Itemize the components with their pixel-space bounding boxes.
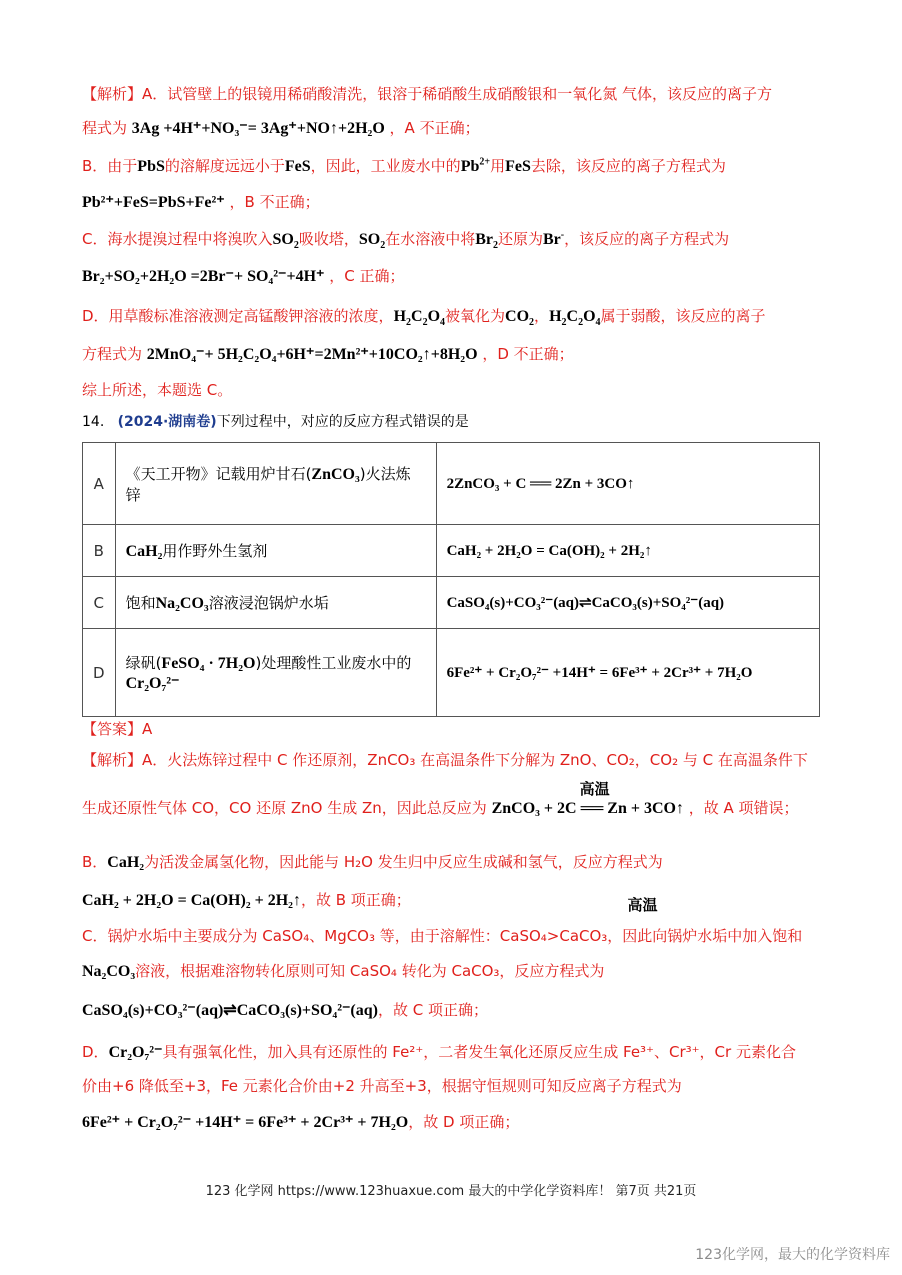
option-equation: 2ZnCO₃ + C ══ 2Zn + 3CO↑ 高温 xyxy=(436,443,819,525)
option-equation: CaH₂ + 2H₂O = Ca(OH)₂ + 2H₂↑ xyxy=(436,525,819,577)
analysis-c2: Na₂CO₃溶液，根据难溶物转化原则可知 CaSO₄ 转化为 CaCO₃，反应方程式为 xyxy=(82,962,605,980)
analysis-b2: CaH₂ + 2H₂O = Ca(OH)₂ + 2H₂↑，故 B 项正确； xyxy=(82,891,411,909)
option-label: B xyxy=(83,525,116,577)
analysis-d1: D．Cr₂O₇²⁻具有强氧化性，加入具有还原性的 Fe²⁺，二者发生氧化还原反应生成 Fe³⁺、Cr³⁺，Cr 元素化合 xyxy=(82,1043,796,1061)
formula: 2MnO₄⁻+ 5H₂C₂O₄+6H⁺=2Mn²⁺+10CO₂↑+8H₂O xyxy=(146,346,478,363)
option-label: C xyxy=(83,577,116,629)
option-label: D xyxy=(83,629,116,717)
analysis-d2: 价由+6 降低至+3，Fe 元素化合价由+2 升高至+3，根据守恒规则可知反应离子方程式为 xyxy=(82,1077,682,1095)
analysis-line-d1: D．用草酸标准溶液测定高锰酸钾溶液的浓度，$H_2C_2O_4$被氧化为$CO_2$，$H_2C_2O_4$属于弱酸，该反应的离子 xyxy=(82,307,766,329)
formula: ZnCO₃ + 2C ══ Zn + 3CO↑ xyxy=(491,800,684,817)
option-row xyxy=(83,629,820,717)
analysis-c3: CaSO₄(s)+CO₃²⁻(aq)⇌CaCO₃(s)+SO₄²⁻(aq)，故 C 项正确； xyxy=(82,1001,488,1019)
option-equation: 6Fe²⁺ + Cr₂O₇²⁻ +14H⁺ = 6Fe³⁺ + 2Cr³⁺ + 7H₂O xyxy=(436,629,819,717)
formula: CaH₂ + 2H₂O = Ca(OH)₂ + 2H₂↑ xyxy=(82,892,301,909)
question-stem: 14. (2024·湖南卷)下列过程中，对应的反应方程式错误的是 xyxy=(82,414,469,430)
watermark: 123化学网，最大的化学资料库 xyxy=(695,1247,890,1263)
analysis-a1: 【解析】A．火法炼锌过程中 C 作还原剂，ZnCO₃ 在高温条件下分解为 ZnO、CO₂，CO₂ 与 C 在高温条件下 xyxy=(82,751,808,769)
formula: Br₂+SO₂+2H₂O =2Br⁻+ SO₄²⁻+4H⁺ xyxy=(82,268,325,285)
analysis-line-b1: B．由于PbS的溶解度远远小于FeS，因此，工业废水中的$Pb^{2+}$用FeS去除，该反应的离子方程式为 xyxy=(82,156,726,175)
formula: CaSO₄(s)+CO₃²⁻(aq)⇌CaCO₃(s)+SO₄²⁻(aq) xyxy=(82,1002,378,1019)
option-row xyxy=(83,525,820,577)
option-desc: 饱和Na₂CO₃溶液浸泡锅炉水垢 xyxy=(115,577,436,629)
formula: Pb²⁺+FeS=PbS+Fe²⁺ xyxy=(82,194,225,211)
analysis-c1: C．锅炉水垢中主要成分为 CaSO₄、MgCO₃ 等，由于溶解性：CaSO₄>CaCO₃，因此向锅炉水垢中加入饱和 xyxy=(82,927,803,945)
analysis-line-c2: Br₂+SO₂+2H₂O =2Br⁻+ SO₄²⁻+4H⁺ ，C 正确； xyxy=(82,267,405,285)
summary: 综上所述，本题选 C。 xyxy=(82,381,233,399)
analysis-line-a2: 程式为 3Ag +4H⁺+NO₃⁻= 3Ag⁺+NO↑+2H₂O ，A 不正确； xyxy=(82,119,480,137)
option-label: A xyxy=(83,443,116,525)
option-row xyxy=(83,577,820,629)
analysis-b1: B．CaH₂为活泼金属氢化物，因此能与 H₂O 发生归中反应生成碱和氢气，反应方程式为 xyxy=(82,853,663,871)
answer-value: A xyxy=(142,720,153,738)
option-desc: 《天工开物》记载用炉甘石(ZnCO₃)火法炼锌 xyxy=(115,443,436,525)
analysis-d3: 6Fe²⁺ + Cr₂O₇²⁻ +14H⁺ = 6Fe³⁺ + 2Cr³⁺ + 7H₂O，故 D 项正确； xyxy=(82,1113,520,1131)
formula: 3Ag +4H⁺+NO₃⁻= 3Ag⁺+NO↑+2H₂O xyxy=(131,120,385,137)
option-equation: CaSO₄(s)+CO₃²⁻(aq)⇌CaCO₃(s)+SO₄²⁻(aq) xyxy=(436,577,819,629)
analysis-line-d2: 方程式为 2MnO₄⁻+ 5H₂C₂O₄+6H⁺=2Mn²⁺+10CO₂↑+8H₂O ，D 不正确； xyxy=(82,345,574,363)
question-source: (2024·湖南卷) xyxy=(117,414,217,430)
formula: 6Fe²⁺ + Cr₂O₇²⁻ +14H⁺ = 6Fe³⁺ + 2Cr³⁺ + 7H₂O xyxy=(82,1114,409,1131)
page-footer: 123 化学网 https://www.123huaxue.com 最大的中学化学资料库！ 第7页 共21页 xyxy=(205,1184,697,1199)
question-number: 14. xyxy=(82,414,105,430)
option-desc: CaH₂用作野外生氢剂 xyxy=(115,525,436,577)
analysis-line-a1: 【解析】A．试管壁上的银镜用稀硝酸清洗，银溶于稀硝酸生成硝酸银和一氧化氮 气体，该反应的离子方 xyxy=(82,85,773,103)
analysis-line-b2: Pb²⁺+FeS=PbS+Fe²⁺ ，B 不正确； xyxy=(82,193,320,211)
option-row xyxy=(83,443,820,525)
option-desc: 绿矾(FeSO₄ · 7H₂O)处理酸性工业废水中的 Cr₂O₇²⁻ xyxy=(115,629,436,717)
analysis-a2: 生成还原性气体 CO，CO 还原 ZnO 生成 Zn，因此总反应为 ZnCO₃ + 2C ══ Zn + 3CO↑ 高温 ，故 A 项错误； xyxy=(82,780,799,817)
analysis-label: 【解析】 xyxy=(82,85,143,103)
answer: 【答案】A xyxy=(82,720,153,738)
analysis-line-c1: C．海水提溴过程中将溴吹入$SO_2$吸收塔，$SO_2$在水溶液中将$Br_2$还原为Br-，该反应的离子方程式为 xyxy=(82,229,730,252)
